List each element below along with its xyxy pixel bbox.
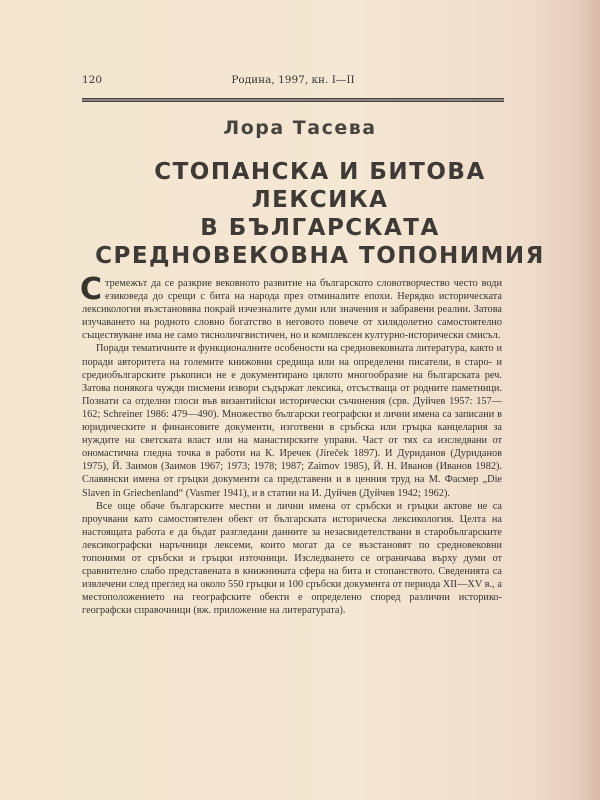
article-author: Лора Тасева: [223, 117, 377, 139]
paragraph-text: тремежът да се разкрие вековното развитие на българското словотворчество често води езиковеда до срещи с бита на народа през отминалите епохи. Нерядко историческата лексикология възстановява покрай изчезналите думи или значения и забравени реалии. Затова изучаването на родното словно богатство в неговото повече от хилядолетно самостоятелно съществуване има не само тясноличгвистичен, но и комплексен културно-исторически смисъл.: [82, 278, 502, 342]
title-line: СТОПАНСКА И БИТОВА ЛЕКСИКА: [154, 159, 486, 213]
drop-cap: С: [80, 272, 103, 307]
article-title: [90, 158, 550, 270]
page-number: 120: [82, 74, 103, 86]
paragraph: [80, 272, 502, 342]
paragraph: Поради тематичните и функционалните особености на средновековната литература, както и поради авторитета на големите книжовни средища или на определени писатели, в старо- и средиобългарските ръкописи не е документирано цялото многообразие на българската реч. Затова понякога чужди писмени извори съдържат лексика, отсъстваща от родните паметници. Познати са отделни глоси във византийски исторически съчинения (срв. Дуйчев 1957: 157—162; Schreiner 1986: 479—490). Множество български географски и лични имена са записани в юридическите и финансовите документи, изготвени в сръбска или гръцка канцелария за нуждите на светската власт или на манастирските управи. Част от тях са изследвани от ономастична гледна точка в работи на К. Иречек (Jireček 1897). И Дуриданов (Дуриданов 1975), Й. Заимов (Заимов 1967; 1973; 1978; 1987; Zaimov 1985), Й. Н. Иванов (Иванов 1982). Славянски имена от гръцки документи са представени и в ценния труд на М. Фасмер „Die Slaven in Griechenland“ (Vasmer 1941), и в статии на И. Дуйчев (Дуйчев 1942; 1962).: [82, 343, 502, 499]
paragraph: Все още обаче българските местни и лични имена от сръбски и гръцки актове не са проучвани като самостоятелен обект от българската историческа лексикология. Целта на настоящата работа е да бъдат разгледани данните за незасвидетелствани в старобългарските лексикографски наръчници лексеми, които могат да се възстановят по средновековни топоними от сръбски и гръцки източници. Изследването се ограничава върху думи от сравнително слабо представената в книжнината сфера на бита и стопанството. Сведенията са извлечени след преглед на около 550 гръцки и 100 сръбски документа от периода XII—XV в., а местоположението на географските обекти е определено според различни историко-географски справочници (вж. приложение на литературата).: [82, 500, 502, 617]
journal-citation: Родина, 1997, кн. I—II: [231, 74, 355, 86]
title-line: СРЕДНОВЕКОВНА ТОПОНИМИЯ: [95, 243, 545, 269]
title-line: В БЪЛГАРСКАТА: [200, 215, 440, 241]
article-body: [80, 272, 502, 617]
header-rule: [82, 98, 504, 102]
